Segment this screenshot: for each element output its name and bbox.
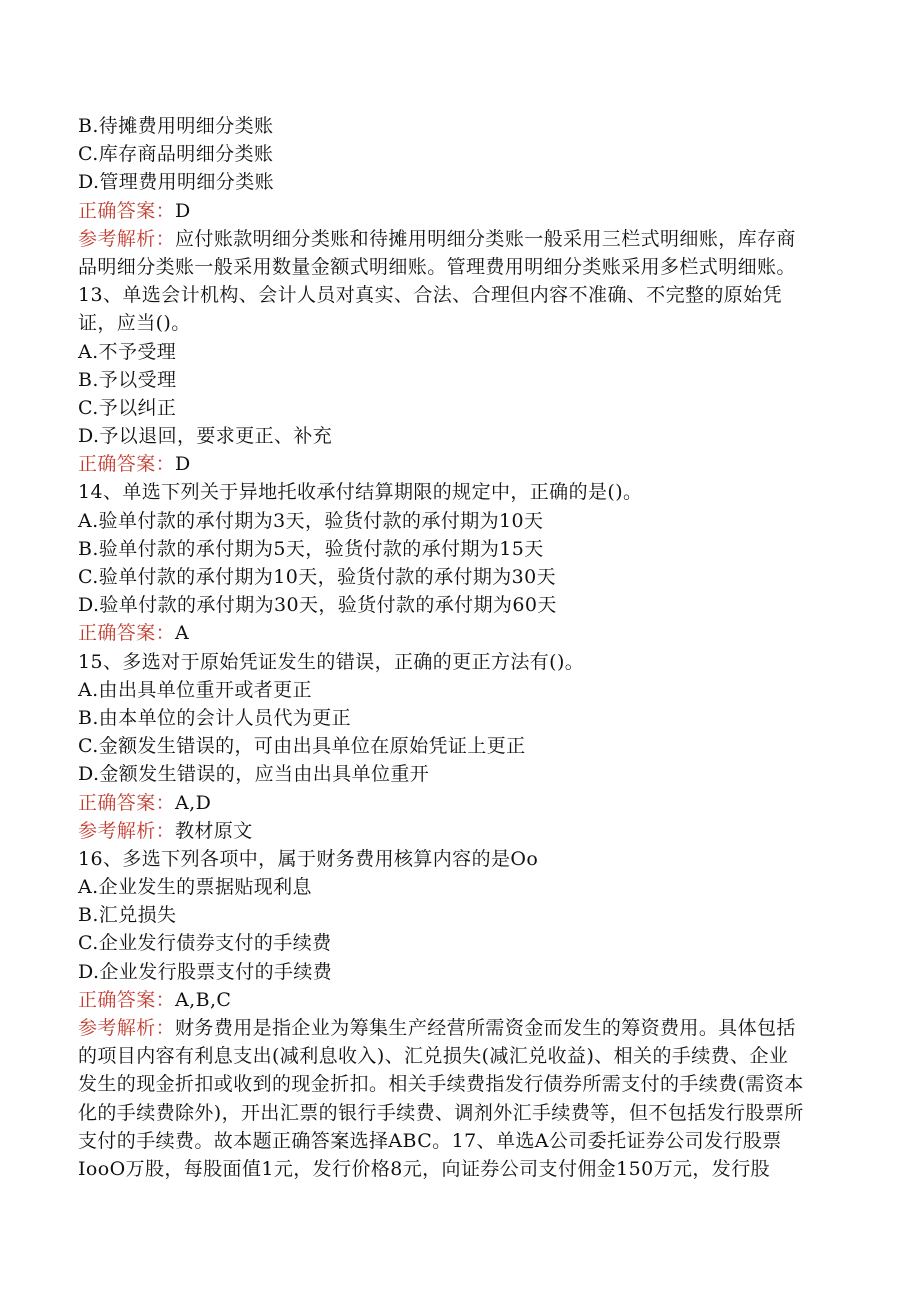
- q16-option-a: A.企业发生的票据贴现利息: [78, 876, 312, 899]
- q12-option-c: C.库存商品明细分类账: [78, 143, 274, 166]
- q13-option-d: D.予以退回，要求更正、补充: [78, 425, 333, 448]
- answer-label: 正确答案：: [78, 988, 176, 1011]
- q13-option-a: A.不予受理: [78, 340, 177, 363]
- q16-analysis-line: 发生的现金折扣或收到的现金折扣。相关手续费指发行债券所需支付的手续费(需资本: [78, 1073, 804, 1096]
- q13-stem: 13、单选会计机构、会计人员对真实、合法、合理但内容不准确、不完整的原始凭: [78, 284, 782, 307]
- q16-option-c: C.企业发行债券支付的手续费: [78, 932, 332, 955]
- q16-analysis-line: 化的手续费除外)，开出汇票的银行手续费、调剂外汇手续费等，但不包括发行股票所: [78, 1101, 804, 1124]
- q13-option-c: C.予以纠正: [78, 396, 177, 419]
- q16-analysis-line: [78, 1014, 858, 1042]
- analysis-text: 财务费用是指企业为筹集生产经营所需资金而发生的筹资费用。具体包括: [175, 1017, 796, 1039]
- q16-analysis-line: IooO万股，每股面值1元，发行价格8元，向证券公司支付佣金150万元，发行股: [78, 1157, 771, 1180]
- answer-label: 正确答案：: [78, 453, 176, 476]
- q16-option-b: B.汇兑损失: [78, 904, 177, 927]
- q15-answer: [78, 789, 858, 817]
- q12-option-d: D.管理费用明细分类账: [78, 171, 274, 194]
- q14-option-d: D.验单付款的承付期为30天，验货付款的承付期为60天: [78, 594, 557, 617]
- analysis-label: 参考解析：: [78, 1017, 176, 1039]
- q16-option-d: D.企业发行股票支付的手续费: [78, 960, 333, 983]
- analysis-text: 应付账款明细分类账和待摊用明细分类账一般采用三栏式明细账，库存商: [175, 227, 796, 250]
- q15-option-c: C.金额发生错误的，可由出具单位在原始凭证上更正: [78, 735, 526, 758]
- q12-analysis-line: [78, 225, 858, 253]
- q14-option-c: C.验单付款的承付期为10天，验货付款的承付期为30天: [78, 566, 557, 588]
- q14-option-a: A.验单付款的承付期为3天，验货付款的承付期为10天: [78, 509, 544, 532]
- q15-option-b: B.由本单位的会计人员代为更正: [78, 706, 352, 729]
- q15-analysis-line: [78, 817, 858, 845]
- q14-stem: 14、单选下列关于异地托收承付结算期限的规定中，正确的是()。: [78, 481, 643, 504]
- analysis-text: 教材原文: [175, 819, 253, 842]
- q15-option-d: D.金额发生错误的，应当由出具单位重开: [78, 763, 430, 786]
- q16-analysis-line: 支付的手续费。故本题正确答案选择ABC。17、单选A公司委托证券公司发行股票: [78, 1129, 782, 1152]
- answer-value: A: [175, 622, 190, 645]
- document-page: [78, 112, 858, 1183]
- answer-label: 正确答案：: [78, 622, 176, 645]
- q13-stem: 证，应当()。: [78, 312, 191, 335]
- q14-answer: [78, 619, 858, 647]
- q16-stem: 16、多选下列各项中，属于财务费用核算内容的是Oo: [78, 847, 539, 870]
- answer-value: D: [175, 453, 191, 476]
- q16-analysis-line: 的项目内容有利息支出(减利息收入)、汇兑损失(减汇兑收益)、相关的手续费、企业: [78, 1045, 789, 1068]
- q12-analysis-line: 品明细分类账一般采用数量金额式明细账。管理费用明细分类账采用多栏式明细账。: [78, 255, 796, 278]
- q13-option-b: B.予以受理: [78, 368, 177, 391]
- q16-answer: [78, 986, 858, 1014]
- analysis-label: 参考解析：: [78, 819, 176, 842]
- answer-label: 正确答案：: [78, 791, 176, 814]
- answer-label: 正确答案：: [78, 199, 176, 222]
- q15-stem: 15、多选对于原始凭证发生的错误，正确的更正方法有()。: [78, 650, 585, 673]
- answer-value: A,D: [175, 791, 212, 814]
- answer-value: D: [175, 199, 191, 222]
- q15-option-a: A.由出具单位重开或者更正: [78, 678, 312, 701]
- answer-value: A,B,C: [175, 988, 232, 1011]
- q12-option-b: B.待摊费用明细分类账: [78, 115, 274, 137]
- analysis-label: 参考解析：: [78, 227, 176, 250]
- q12-answer: [78, 197, 858, 225]
- q13-answer: [78, 450, 858, 478]
- q14-option-b: B.验单付款的承付期为5天，验货付款的承付期为15天: [78, 537, 544, 560]
